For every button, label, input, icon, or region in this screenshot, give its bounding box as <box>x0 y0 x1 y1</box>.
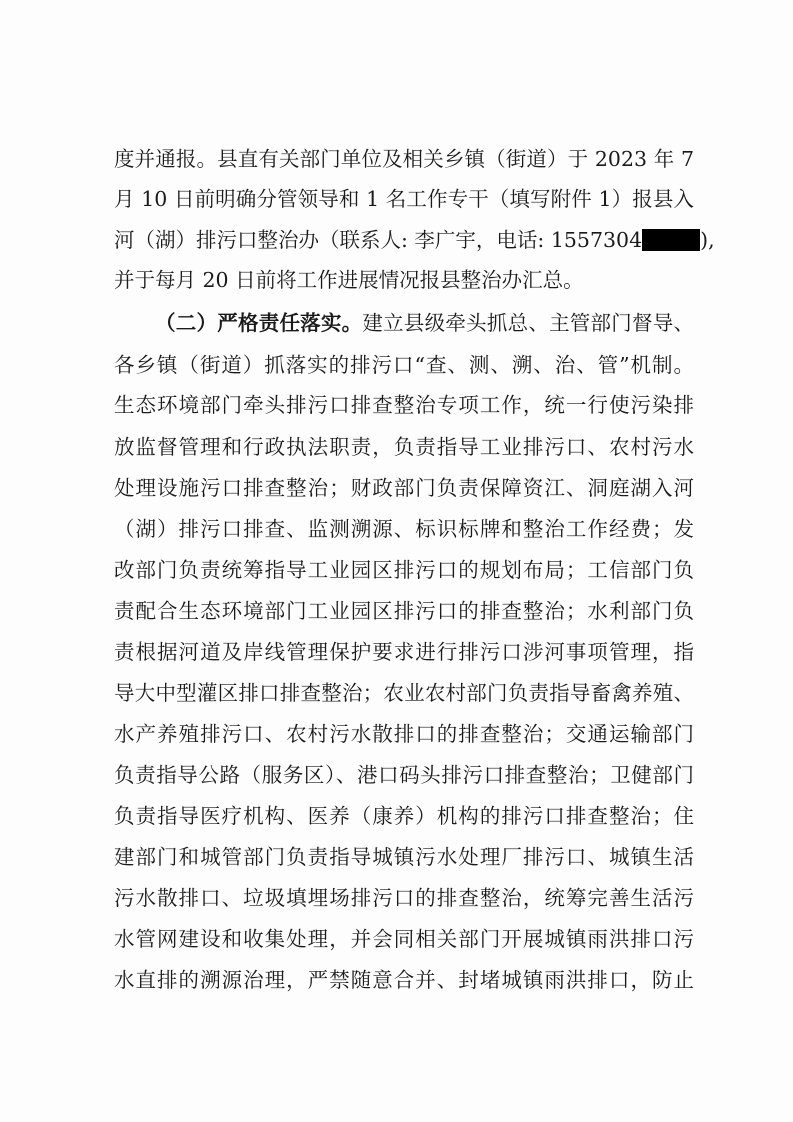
body-text-line: 负责指导公路（服务区）、港口码头排污口排查整治；卫健部门 <box>114 763 694 787</box>
body-text-line: 水直排的溯源治理，严禁随意合并、封堵城镇雨洪排口，防止 <box>114 968 694 992</box>
body-text-line: 水产养殖排污口、农村污水散排口的排查整治；交通运输部门 <box>114 722 694 746</box>
section-heading: （二）严格责任落实。 <box>155 311 363 335</box>
body-text-line: 建部门和城管部门负责指导城镇污水处理厂排污口、城镇生活 <box>114 845 694 869</box>
body-text-line: 负责指导医疗机构、医养（康养）机构的排污口排查整治；住 <box>114 804 694 828</box>
body-text-line: 度并通报。县直有关部门单位及相关乡镇（街道）于 2023 年 7 <box>114 147 694 171</box>
body-text-line: 水管网建设和收集处理，并会同相关部门开展城镇雨洪排口污 <box>114 927 694 951</box>
contact-text-end: ), <box>700 228 715 252</box>
body-text-line: 生态环境部门牵头排污口排查整治专项工作，统一行使污染排 <box>114 393 694 417</box>
body-text-line: 放监督管理和行政执法职责，负责指导工业排污口、农村污水 <box>114 435 694 459</box>
section-heading-line <box>155 303 694 343</box>
body-text-line: 并于每月 20 日前将工作进展情况报县整治办汇总。 <box>114 268 584 292</box>
body-text-line: 污水散排口、垃圾填埋场排污口的排查整治，统筹完善生活污 <box>114 886 694 910</box>
body-text: 建立县级牵头抓总、主管部门督导、 <box>362 311 695 335</box>
body-text-line <box>114 220 715 260</box>
body-text-line: 月 10 日前明确分管领导和 1 名工作专干（填写附件 1）报县入 <box>114 187 694 211</box>
body-text-line: （湖）排污口排查、监测溯源、标识标牌和整治工作经费；发 <box>114 517 694 541</box>
body-text-line: 导大中型灌区排口排查整治；农业农村部门负责指导畜禽养殖、 <box>114 681 694 705</box>
contact-text: 河（湖）排污口整治办（联系人: 李广宇，电话: 1557304 <box>114 228 643 252</box>
body-text-line: 各乡镇（街道）抓落实的排污口“查、测、溯、治、管”机制。 <box>114 353 694 377</box>
body-text-line: 责配合生态环境部门工业园区排污口的排查整治；水利部门负 <box>114 599 694 623</box>
redaction-block <box>642 229 700 251</box>
body-text-line: 改部门负责统筹指导工业园区排污口的规划布局；工信部门负 <box>114 558 694 582</box>
body-text-line: 处理设施污口排查整治；财政部门负责保障资江、洞庭湖入河 <box>114 476 694 500</box>
body-text-line: 责根据河道及岸线管理保护要求进行排污口涉河事项管理，指 <box>114 640 694 664</box>
